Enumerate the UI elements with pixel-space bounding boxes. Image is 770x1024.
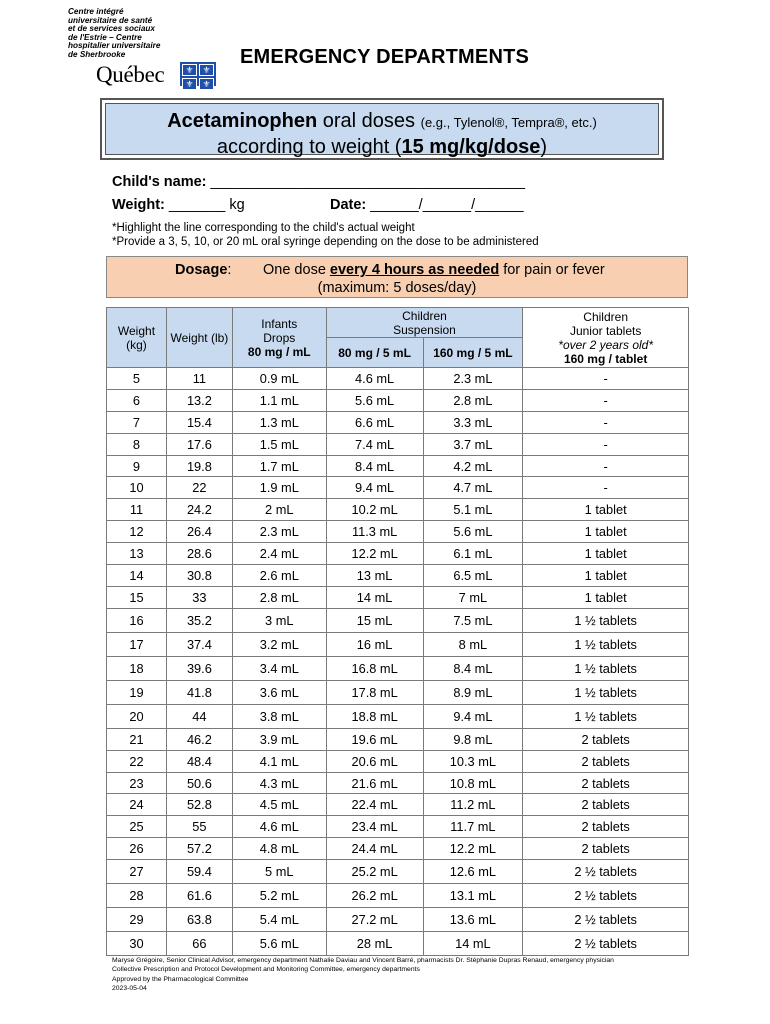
cell-susp-160: 10.3 mL (423, 750, 523, 772)
cell-infants-drops: 4.5 mL (232, 794, 326, 816)
dose-table-body (107, 368, 689, 956)
cell-junior-tablets: 2 tablets (523, 750, 689, 772)
cell-infants-drops: 4.1 mL (232, 750, 326, 772)
cell-junior-tablets: 1 tablet (523, 543, 689, 565)
header-junior-tablets (523, 308, 689, 368)
cell-junior-tablets: 1 tablet (523, 521, 689, 543)
cell-susp-80: 16.8 mL (326, 656, 423, 680)
drug-title-text: oral doses (317, 110, 421, 132)
cell-weight-kg: 21 (107, 728, 167, 750)
header-weight-lb: Weight (lb) (166, 308, 232, 368)
cell-infants-drops: 2 mL (232, 499, 326, 521)
cell-weight-kg: 20 (107, 704, 167, 728)
dosage-colon: : (227, 262, 232, 278)
header-junior-line: Junior tablets (569, 323, 642, 338)
table-row (107, 680, 689, 704)
dose-table (106, 307, 689, 956)
cell-susp-80: 26.2 mL (326, 884, 423, 908)
org-line: universitaire de santé (68, 15, 153, 25)
cell-weight-lb: 66 (166, 932, 232, 956)
cell-infants-drops: 3.9 mL (232, 728, 326, 750)
cell-weight-kg: 18 (107, 656, 167, 680)
table-row (107, 521, 689, 543)
cell-junior-tablets: 2 tablets (523, 728, 689, 750)
header-infants-conc: 80 mg / mL (247, 344, 311, 359)
cell-infants-drops: 1.9 mL (232, 477, 326, 499)
cell-weight-lb: 22 (166, 477, 232, 499)
table-row (107, 750, 689, 772)
cell-infants-drops: 1.3 mL (232, 411, 326, 433)
cell-infants-drops: 1.5 mL (232, 433, 326, 455)
cell-infants-drops: 2.4 mL (232, 543, 326, 565)
cell-weight-kg: 5 (107, 368, 167, 390)
cell-susp-160: 9.8 mL (423, 728, 523, 750)
cell-susp-80: 27.2 mL (326, 908, 423, 932)
cell-susp-160: 3.3 mL (423, 411, 523, 433)
table-row (107, 543, 689, 565)
cell-infants-drops: 0.9 mL (232, 368, 326, 390)
cell-junior-tablets: 1 ½ tablets (523, 680, 689, 704)
cell-susp-160: 8 mL (423, 632, 523, 656)
cell-junior-tablets: 1 ½ tablets (523, 608, 689, 632)
header-junior-conc: 160 mg / tablet (563, 351, 648, 366)
cell-junior-tablets: 1 tablet (523, 565, 689, 587)
cell-susp-80: 13 mL (326, 565, 423, 587)
cell-susp-80: 6.6 mL (326, 411, 423, 433)
cell-weight-kg: 12 (107, 521, 167, 543)
dosage-pre: One dose (263, 262, 330, 278)
cell-susp-160: 12.6 mL (423, 860, 523, 884)
footer-date: 2023-05-04 (112, 985, 147, 993)
weight-field[interactable] (112, 197, 245, 213)
ciusss-logo (68, 7, 228, 89)
header-infants-line: Infants (261, 316, 298, 331)
cell-weight-lb: 55 (166, 816, 232, 838)
cell-weight-kg: 24 (107, 794, 167, 816)
header-infants-line: Drops (263, 330, 296, 345)
cell-weight-lb: 28.6 (166, 543, 232, 565)
cell-infants-drops: 3.6 mL (232, 680, 326, 704)
cell-infants-drops: 5.2 mL (232, 884, 326, 908)
quebec-flag-icon: ⚜ ⚜ ⚜ ⚜ (180, 62, 216, 86)
cell-susp-80: 9.4 mL (326, 477, 423, 499)
drug-name: Acetaminophen (167, 110, 318, 132)
cell-junior-tablets: 2 tablets (523, 816, 689, 838)
cell-susp-80: 4.6 mL (326, 368, 423, 390)
date-field[interactable] (330, 197, 524, 213)
child-name-line[interactable]: _______________________________________ (210, 174, 526, 190)
cell-weight-kg: 28 (107, 884, 167, 908)
cell-susp-160: 8.9 mL (423, 680, 523, 704)
cell-junior-tablets: 2 ½ tablets (523, 884, 689, 908)
footer-credits (112, 956, 614, 994)
cell-weight-lb: 48.4 (166, 750, 232, 772)
cell-susp-160: 5.1 mL (423, 499, 523, 521)
table-row (107, 838, 689, 860)
weight-line[interactable]: _______ kg (168, 197, 245, 213)
org-line: hospitalier universitaire (68, 41, 161, 51)
table-row (107, 860, 689, 884)
cell-susp-80: 10.2 mL (326, 499, 423, 521)
table-row (107, 932, 689, 956)
cell-weight-lb: 19.8 (166, 455, 232, 477)
cell-susp-80: 28 mL (326, 932, 423, 956)
cell-infants-drops: 1.7 mL (232, 455, 326, 477)
drug-title-line2: according to weight ( (216, 136, 402, 158)
cell-susp-80: 14 mL (326, 586, 423, 608)
child-name-field[interactable] (112, 174, 525, 190)
cell-susp-80: 12.2 mL (326, 543, 423, 565)
cell-weight-kg: 15 (107, 586, 167, 608)
org-line: Centre intégré (68, 7, 124, 16)
cell-weight-kg: 9 (107, 455, 167, 477)
cell-susp-160: 6.5 mL (423, 565, 523, 587)
table-row (107, 411, 689, 433)
cell-susp-80: 18.8 mL (326, 704, 423, 728)
cell-susp-160: 4.7 mL (423, 477, 523, 499)
cell-junior-tablets: 2 tablets (523, 794, 689, 816)
table-row (107, 884, 689, 908)
cell-weight-lb: 57.2 (166, 838, 232, 860)
cell-weight-lb: 33 (166, 586, 232, 608)
cell-susp-160: 13.6 mL (423, 908, 523, 932)
cell-junior-tablets: 1 ½ tablets (523, 656, 689, 680)
cell-junior-tablets: 1 tablet (523, 586, 689, 608)
cell-susp-80: 24.4 mL (326, 838, 423, 860)
cell-susp-160: 11.2 mL (423, 794, 523, 816)
cell-susp-160: 7.5 mL (423, 608, 523, 632)
cell-susp-160: 8.4 mL (423, 656, 523, 680)
cell-infants-drops: 4.3 mL (232, 772, 326, 794)
table-row (107, 728, 689, 750)
cell-junior-tablets: - (523, 477, 689, 499)
cell-junior-tablets: - (523, 389, 689, 411)
cell-susp-80: 11.3 mL (326, 521, 423, 543)
footer-approval: Approved by the Pharmacological Committee (112, 975, 249, 983)
cell-junior-tablets: 1 ½ tablets (523, 632, 689, 656)
cell-infants-drops: 3 mL (232, 608, 326, 632)
table-row (107, 389, 689, 411)
child-name-label: Child's name: (112, 174, 207, 190)
table-row (107, 794, 689, 816)
dosage-maximum: (maximum: 5 doses/day) (317, 280, 477, 296)
table-row (107, 586, 689, 608)
cell-susp-160: 9.4 mL (423, 704, 523, 728)
cell-susp-160: 6.1 mL (423, 543, 523, 565)
cell-weight-lb: 52.8 (166, 794, 232, 816)
dosage-box (106, 256, 688, 298)
cell-junior-tablets: 1 tablet (523, 499, 689, 521)
cell-weight-kg: 11 (107, 499, 167, 521)
table-row (107, 908, 689, 932)
cell-weight-kg: 17 (107, 632, 167, 656)
cell-weight-lb: 15.4 (166, 411, 232, 433)
table-row (107, 704, 689, 728)
cell-susp-160: 2.3 mL (423, 368, 523, 390)
cell-weight-kg: 13 (107, 543, 167, 565)
cell-weight-kg: 14 (107, 565, 167, 587)
cell-weight-kg: 29 (107, 908, 167, 932)
cell-susp-160: 2.8 mL (423, 389, 523, 411)
cell-weight-lb: 63.8 (166, 908, 232, 932)
cell-weight-kg: 19 (107, 680, 167, 704)
cell-infants-drops: 5.4 mL (232, 908, 326, 932)
header-junior-age: *over 2 years old* (558, 337, 653, 352)
cell-infants-drops: 4.6 mL (232, 816, 326, 838)
cell-weight-kg: 16 (107, 608, 167, 632)
cell-weight-kg: 25 (107, 816, 167, 838)
org-name (68, 8, 228, 60)
table-row (107, 433, 689, 455)
note-syringe: *Provide a 3, 5, 10, or 20 mL oral syringe depending on the dose to be administered (112, 236, 539, 248)
cell-weight-lb: 35.2 (166, 608, 232, 632)
table-row (107, 455, 689, 477)
cell-weight-lb: 30.8 (166, 565, 232, 587)
header-susp-160: 160 mg / 5 mL (423, 338, 523, 368)
quebec-wordmark: Québec (96, 62, 165, 87)
header-junior-line: Children (583, 309, 628, 324)
org-line: et de services sociaux (68, 24, 155, 34)
cell-susp-160: 4.2 mL (423, 455, 523, 477)
table-row (107, 477, 689, 499)
cell-weight-kg: 8 (107, 433, 167, 455)
cell-weight-lb: 39.6 (166, 656, 232, 680)
header-infants-drops (232, 308, 326, 368)
cell-susp-80: 20.6 mL (326, 750, 423, 772)
cell-infants-drops: 4.8 mL (232, 838, 326, 860)
cell-susp-160: 11.7 mL (423, 816, 523, 838)
cell-susp-160: 10.8 mL (423, 772, 523, 794)
cell-weight-lb: 13.2 (166, 389, 232, 411)
cell-infants-drops: 1.1 mL (232, 389, 326, 411)
cell-weight-kg: 7 (107, 411, 167, 433)
table-row (107, 656, 689, 680)
note-highlight: *Highlight the line corresponding to the child's actual weight (112, 222, 415, 234)
cell-infants-drops: 2.8 mL (232, 586, 326, 608)
cell-weight-kg: 22 (107, 750, 167, 772)
header-susp-80: 80 mg / 5 mL (326, 338, 423, 368)
header-suspension-line: Children (402, 308, 447, 323)
drug-title-box (100, 98, 664, 160)
table-row (107, 816, 689, 838)
cell-infants-drops: 3.4 mL (232, 656, 326, 680)
cell-junior-tablets: - (523, 433, 689, 455)
cell-infants-drops: 3.8 mL (232, 704, 326, 728)
cell-weight-lb: 61.6 (166, 884, 232, 908)
cell-susp-160: 5.6 mL (423, 521, 523, 543)
dosage-label-text: Dosage (175, 262, 228, 278)
cell-junior-tablets: 2 tablets (523, 772, 689, 794)
cell-susp-160: 7 mL (423, 586, 523, 608)
cell-weight-lb: 59.4 (166, 860, 232, 884)
cell-susp-80: 7.4 mL (326, 433, 423, 455)
cell-junior-tablets: - (523, 455, 689, 477)
header-suspension (326, 308, 523, 338)
table-row (107, 772, 689, 794)
cell-susp-80: 15 mL (326, 608, 423, 632)
cell-susp-80: 17.8 mL (326, 680, 423, 704)
footer-authors: Maryse Grégoire, Senior Clinical Advisor, emergency department Nathalie Daviau and Vincent Barré, pharmacists Dr. Stéphanie Dupras Renaud, emergency physician (112, 957, 614, 964)
cell-infants-drops: 5.6 mL (232, 932, 326, 956)
cell-junior-tablets: 2 ½ tablets (523, 932, 689, 956)
dosage-frequency (263, 262, 605, 278)
drug-examples: (e.g., Tylenol®, Tempra®, etc.) (420, 115, 597, 130)
cell-weight-lb: 17.6 (166, 433, 232, 455)
cell-weight-lb: 50.6 (166, 772, 232, 794)
header-suspension-line: Suspension (393, 322, 456, 337)
cell-weight-kg: 26 (107, 838, 167, 860)
dosage-label (175, 262, 231, 278)
cell-weight-kg: 10 (107, 477, 167, 499)
cell-weight-lb: 24.2 (166, 499, 232, 521)
dosage-post: for pain or fever (499, 262, 605, 278)
cell-junior-tablets: 1 ½ tablets (523, 704, 689, 728)
weight-label: Weight: (112, 197, 165, 213)
header-weight-kg: Weight (kg) (107, 308, 167, 368)
cell-junior-tablets: 2 ½ tablets (523, 860, 689, 884)
table-row (107, 608, 689, 632)
cell-weight-lb: 37.4 (166, 632, 232, 656)
cell-weight-lb: 41.8 (166, 680, 232, 704)
cell-junior-tablets: - (523, 411, 689, 433)
cell-susp-160: 12.2 mL (423, 838, 523, 860)
cell-weight-kg: 23 (107, 772, 167, 794)
footer-committee: Collective Prescription and Protocol Development and Monitoring Committee, emergency departments (112, 966, 420, 974)
cell-susp-80: 5.6 mL (326, 389, 423, 411)
cell-infants-drops: 3.2 mL (232, 632, 326, 656)
date-line[interactable]: ______/______/______ (370, 197, 524, 213)
cell-weight-lb: 26.4 (166, 521, 232, 543)
cell-susp-160: 14 mL (423, 932, 523, 956)
drug-dose-rate: 15 mg/kg/dose (401, 136, 541, 158)
cell-weight-kg: 30 (107, 932, 167, 956)
page-title: EMERGENCY DEPARTMENTS (240, 46, 530, 68)
date-label: Date: (330, 197, 367, 213)
drug-title-close: ) (540, 136, 548, 158)
cell-weight-kg: 27 (107, 860, 167, 884)
cell-weight-lb: 44 (166, 704, 232, 728)
cell-susp-160: 13.1 mL (423, 884, 523, 908)
cell-weight-kg: 6 (107, 389, 167, 411)
dosage-emphasis: every 4 hours as needed (329, 262, 500, 278)
cell-junior-tablets: 2 ½ tablets (523, 908, 689, 932)
cell-infants-drops: 5 mL (232, 860, 326, 884)
table-row (107, 368, 689, 390)
cell-susp-80: 21.6 mL (326, 772, 423, 794)
cell-infants-drops: 2.3 mL (232, 521, 326, 543)
cell-junior-tablets: - (523, 368, 689, 390)
cell-susp-80: 19.6 mL (326, 728, 423, 750)
cell-susp-80: 16 mL (326, 632, 423, 656)
org-line: de Sherbrooke (68, 49, 126, 59)
table-row (107, 565, 689, 587)
cell-susp-80: 25.2 mL (326, 860, 423, 884)
cell-susp-160: 3.7 mL (423, 433, 523, 455)
cell-susp-80: 8.4 mL (326, 455, 423, 477)
cell-weight-lb: 46.2 (166, 728, 232, 750)
cell-junior-tablets: 2 tablets (523, 838, 689, 860)
cell-susp-80: 22.4 mL (326, 794, 423, 816)
table-row (107, 632, 689, 656)
table-row (107, 499, 689, 521)
cell-weight-lb: 11 (166, 368, 232, 390)
cell-susp-80: 23.4 mL (326, 816, 423, 838)
org-line: de l'Estrie – Centre (68, 32, 142, 42)
cell-infants-drops: 2.6 mL (232, 565, 326, 587)
